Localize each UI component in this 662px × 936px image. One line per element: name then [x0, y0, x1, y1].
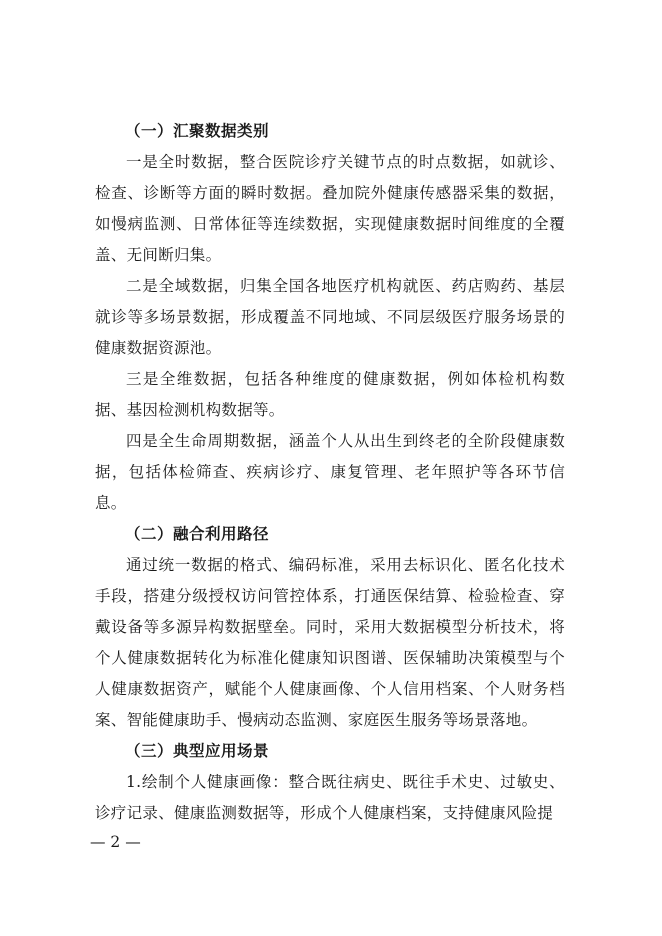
page-number: — 2 —	[90, 833, 141, 851]
section-heading-3: （三）典型应用场景	[125, 742, 270, 760]
paragraph-full-dimension-data: 三是全维数据，包括各种维度的健康数据，例如体检机构数据、基因检测机构数据等。	[95, 370, 565, 419]
document-body	[95, 116, 565, 829]
paragraph-full-domain-data: 二是全域数据，归集全国各地医疗机构就医、药店购药、基层就诊等多场景数据，形成覆盖不同地域、不同层级医疗服务场景的健康数据资源池。	[95, 277, 565, 357]
section-heading-2: （二）融合利用路径	[125, 525, 270, 543]
paragraph-fusion-path: 通过统一数据的格式、编码标准，采用去标识化、匿名化技术手段，搭建分级授权访问管控体系，打通医保结算、检验检查、穿戴设备等多源异构数据壁垒。同时，采用大数据模型分析技术，将个人健康数据转化为标准化健康知识图谱、医保辅助决策模型与个人健康数据资产，赋能个人健康画像、个人信用档案、个人财务档案、智能健康助手、慢病动态监测、家庭医生服务等场景落地。	[95, 556, 565, 729]
paragraph-lifecycle-data: 四是全生命周期数据，涵盖个人从出生到终老的全阶段健康数据，包括体检筛查、疾病诊疗、康复管理、老年照护等各环节信息。	[95, 432, 565, 512]
section-heading-1: （一）汇聚数据类别	[125, 122, 270, 140]
paragraph-full-time-data: 一是全时数据，整合医院诊疗关键节点的时点数据，如就诊、检查、诊断等方面的瞬时数据。叠加院外健康传感器采集的数据，如慢病监测、日常体征等连续数据，实现健康数据时间维度的全覆盖、无间断归集。	[95, 153, 565, 264]
paragraph-health-portrait: 1.绘制个人健康画像：整合既往病史、既往手术史、过敏史、诊疗记录、健康监测数据等，形成个人健康档案，支持健康风险提	[95, 773, 565, 822]
